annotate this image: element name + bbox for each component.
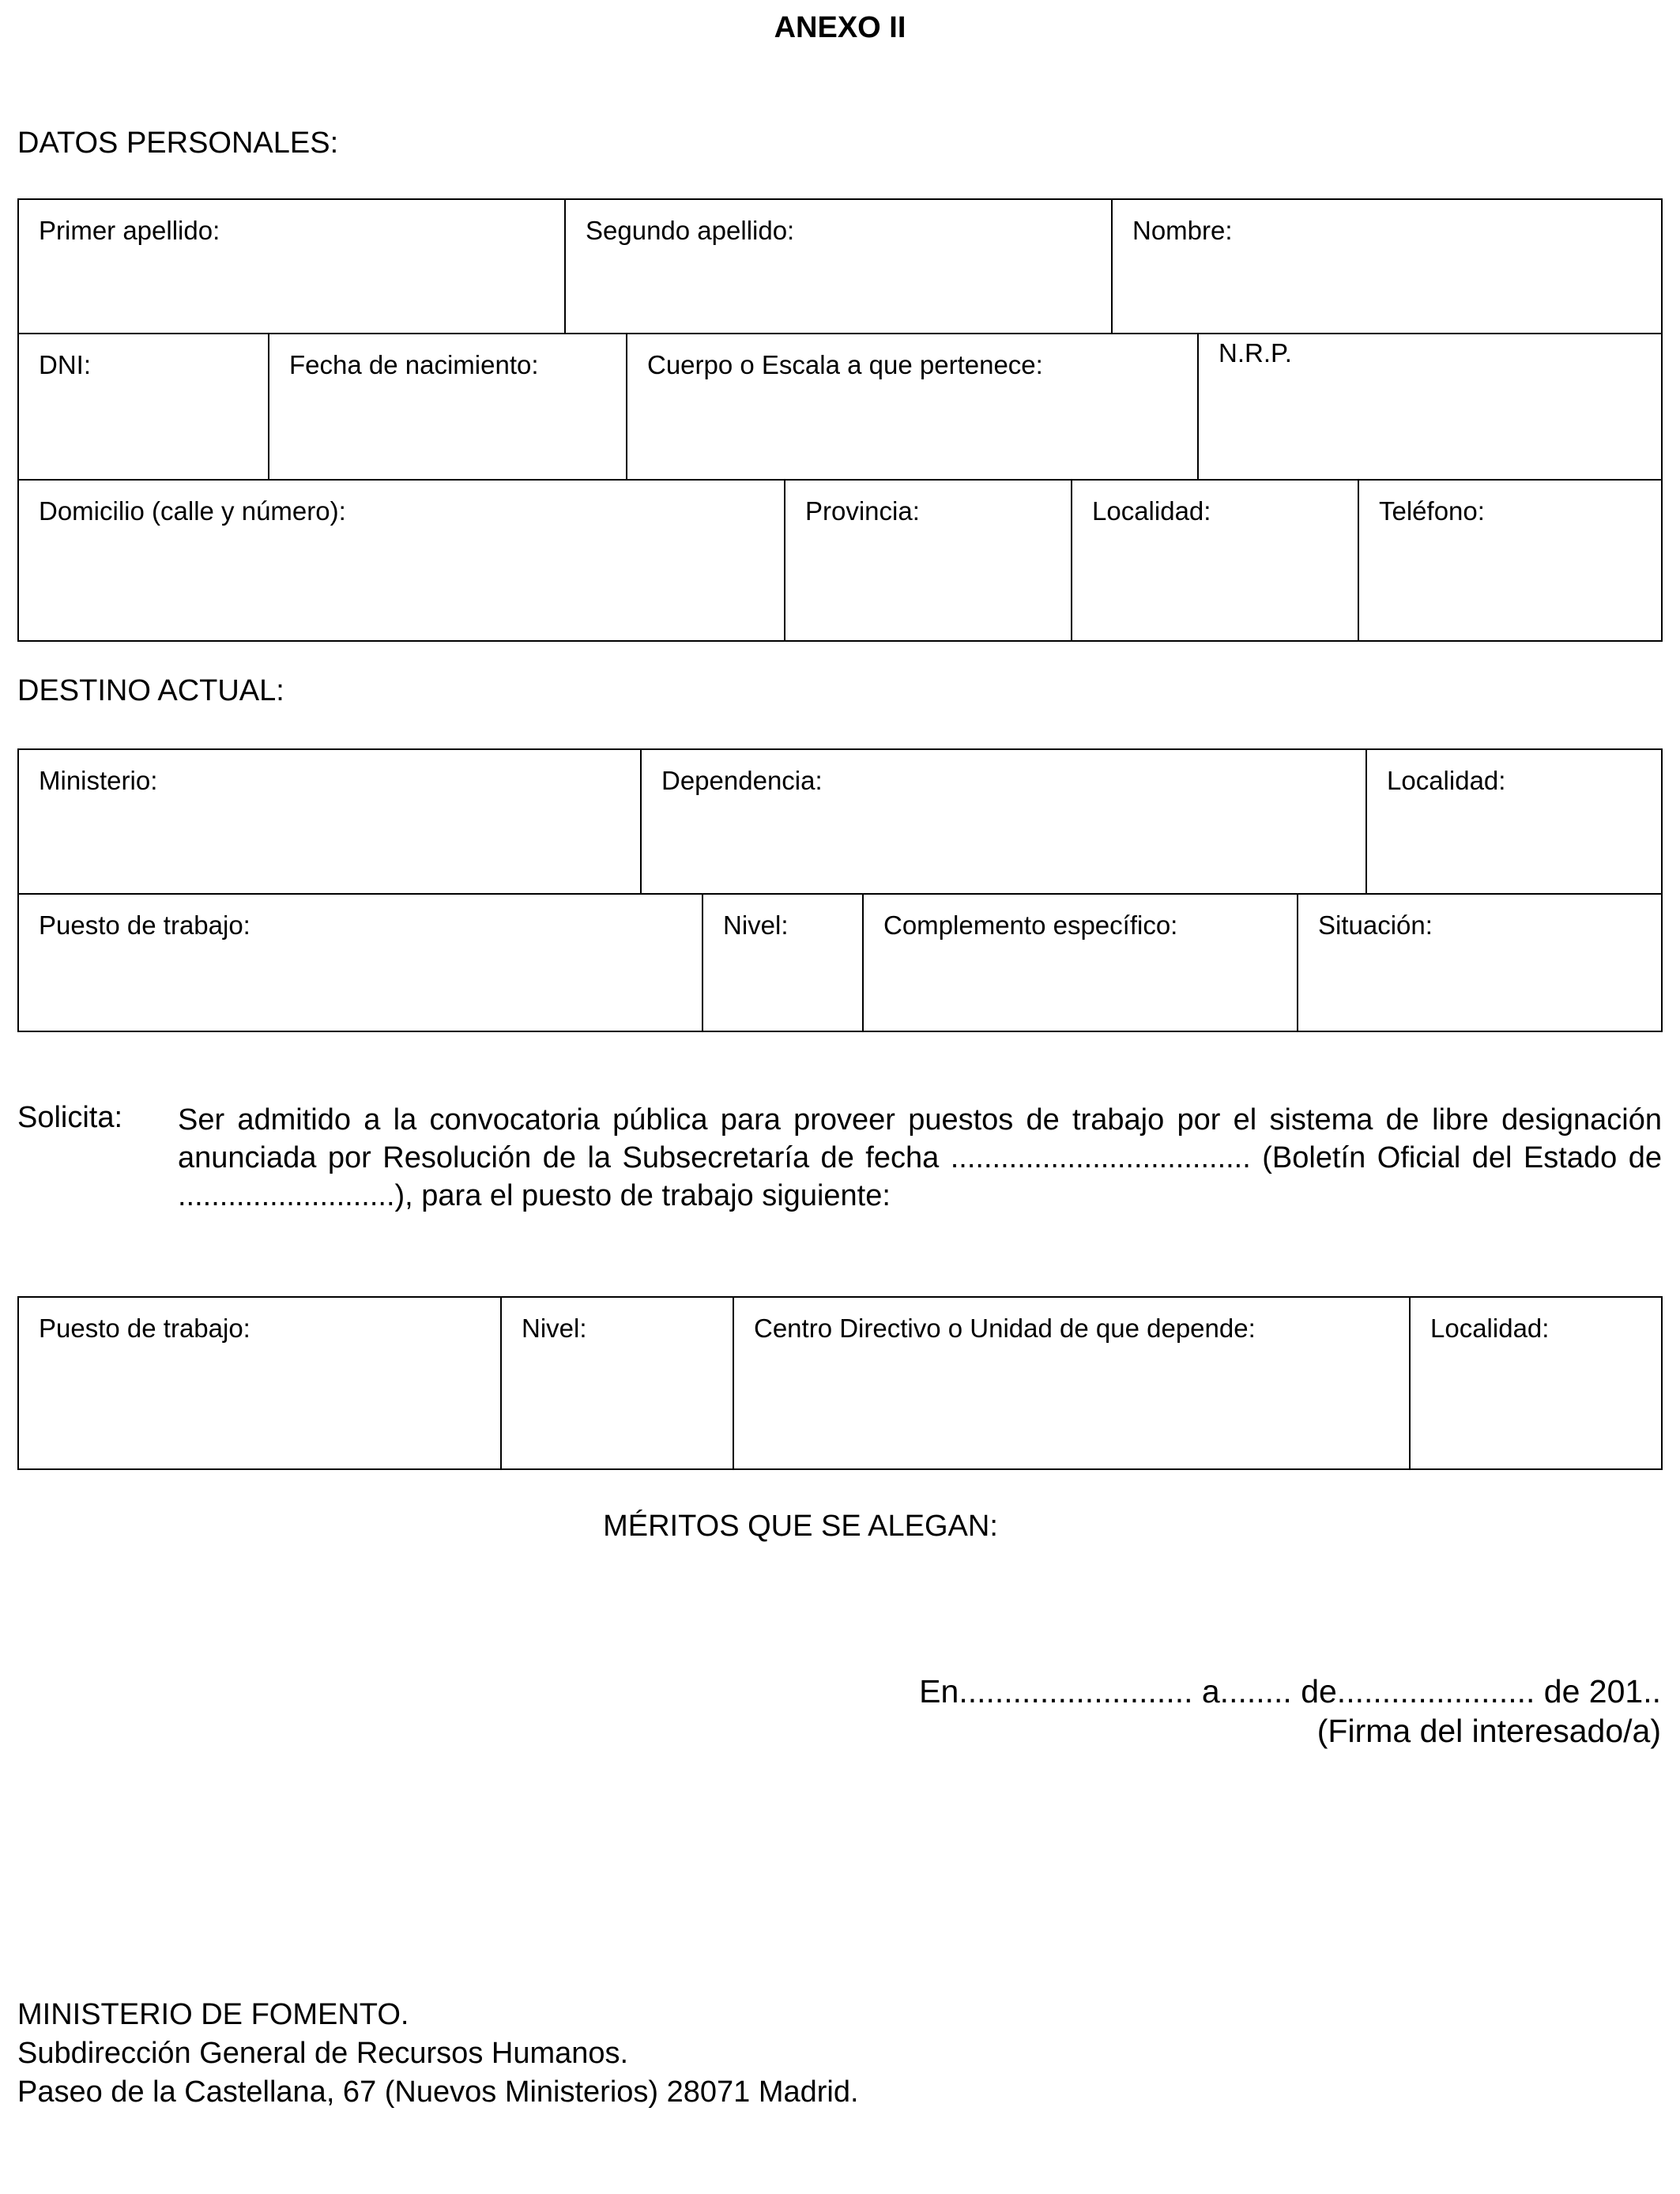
- field-ministerio[interactable]: Ministerio:: [18, 749, 641, 894]
- field-puesto-trabajo-actual[interactable]: Puesto de trabajo:: [18, 894, 703, 1031]
- fecha-firma: [919, 1672, 1661, 1751]
- field-telefono[interactable]: Teléfono:: [1358, 480, 1662, 641]
- field-primer-apellido[interactable]: Primer apellido:: [18, 199, 565, 334]
- table-datos-personales-row2: [17, 333, 1663, 481]
- table-datos-personales-row3: [17, 479, 1663, 642]
- field-centro-directivo[interactable]: Centro Directivo o Unidad de que depende:: [733, 1297, 1410, 1469]
- table-destino-actual-row2: [17, 893, 1663, 1032]
- field-cuerpo-escala[interactable]: Cuerpo o Escala a que pertenece:: [627, 334, 1198, 480]
- fecha-line: En.......................... a........ de...................... de 201..: [919, 1673, 1661, 1710]
- field-localidad-solicitada[interactable]: Localidad:: [1410, 1297, 1662, 1469]
- field-nombre[interactable]: Nombre:: [1112, 199, 1662, 334]
- table-puesto-solicitado: [17, 1296, 1663, 1470]
- table-datos-personales-row1: [17, 198, 1663, 334]
- field-fecha-nacimiento[interactable]: Fecha de nacimiento:: [269, 334, 627, 480]
- table-destino-actual-row1: [17, 748, 1663, 895]
- address-line-3: Paseo de la Castellana, 67 (Nuevos Ministerios) 28071 Madrid.: [17, 2075, 859, 2109]
- field-nivel-actual[interactable]: Nivel:: [703, 894, 863, 1031]
- field-nrp[interactable]: N.R.P.: [1198, 334, 1662, 480]
- firma-line: (Firma del interesado/a): [1317, 1713, 1661, 1749]
- address-block: [17, 1996, 859, 2112]
- field-domicilio[interactable]: Domicilio (calle y número):: [18, 480, 785, 641]
- meritos-heading: MÉRITOS QUE SE ALEGAN:: [603, 1510, 998, 1543]
- field-dni[interactable]: DNI:: [18, 334, 269, 480]
- field-provincia[interactable]: Provincia:: [785, 480, 1072, 641]
- section-heading-datos-personales: DATOS PERSONALES:: [17, 126, 339, 160]
- document-title: ANEXO II: [774, 11, 906, 44]
- address-line-1: MINISTERIO DE FOMENTO.: [17, 1998, 409, 2031]
- address-line-2: Subdirección General de Recursos Humanos.: [17, 2037, 629, 2070]
- field-nivel-solicitado[interactable]: Nivel:: [501, 1297, 733, 1469]
- field-localidad-destino[interactable]: Localidad:: [1366, 749, 1662, 894]
- field-puesto-trabajo-solicitado[interactable]: Puesto de trabajo:: [18, 1297, 501, 1469]
- field-segundo-apellido[interactable]: Segundo apellido:: [565, 199, 1112, 334]
- field-dependencia[interactable]: Dependencia:: [641, 749, 1366, 894]
- field-complemento-especifico[interactable]: Complemento específico:: [863, 894, 1298, 1031]
- solicita-text: Ser admitido a la convocatoria pública para proveer puestos de trabajo por el sistema de libre designación anunciada por Resolución de la Subsecretaría de fecha .................................... (Boletín Oficial del Estado de ..........................), para el puesto de trabajo siguiente:: [178, 1103, 1662, 1212]
- solicita-label: Solicita:: [17, 1101, 123, 1134]
- section-heading-destino-actual: DESTINO ACTUAL:: [17, 674, 284, 707]
- field-localidad[interactable]: Localidad:: [1072, 480, 1358, 641]
- field-situacion[interactable]: Situación:: [1298, 894, 1662, 1031]
